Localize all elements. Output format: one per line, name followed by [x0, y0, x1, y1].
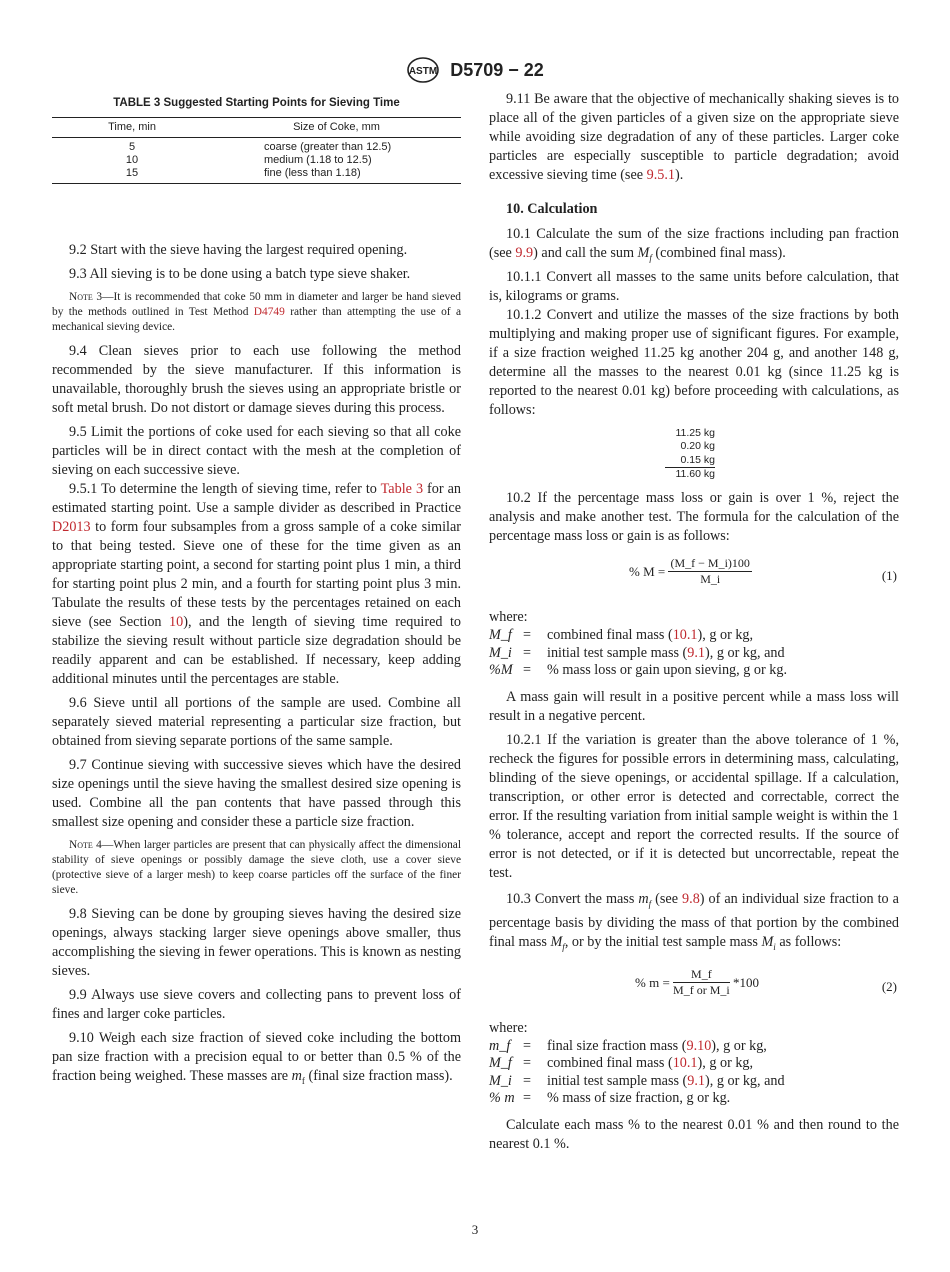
para-text: 10.3 Convert the mass	[506, 890, 639, 907]
def-text-a: initial test sample mass (	[547, 1072, 688, 1089]
table-cell: coarse (greater than 12.5)	[264, 141, 392, 153]
def-row	[489, 1038, 785, 1056]
def-row	[489, 1090, 785, 1108]
right-column	[489, 90, 899, 1154]
def-row	[489, 627, 787, 645]
link-9-10[interactable]: 9.10	[686, 1037, 712, 1054]
para-text: ), and the length of sieving time required to stabilize the sieving result without particle size degradation should be readily apparent and can be established. If necessary, keep adding additional minutes until the percentages are stable.	[52, 614, 462, 687]
def-text-a: % mass loss or gain upon sieving, g or kg.	[547, 662, 787, 679]
eq-fraction	[668, 556, 751, 587]
def-row	[489, 645, 787, 663]
def-text	[547, 1090, 785, 1108]
def-text	[547, 1073, 785, 1091]
eq-lhs: % M =	[629, 564, 666, 580]
link-10-1[interactable]: 10.1	[672, 1055, 698, 1072]
def-eq: =	[523, 1037, 532, 1054]
link-10-1[interactable]: 10.1	[672, 627, 698, 644]
def-eq: =	[523, 1090, 532, 1107]
page-header	[0, 56, 950, 84]
def-symbol: %M	[489, 662, 513, 679]
para-gain: A mass gain will result in a positive percent while a mass loss will result in a negative percent.	[489, 688, 899, 724]
section-heading-10: 10. Calculation	[506, 201, 598, 217]
sum-line: 0.15 kg	[680, 453, 715, 466]
note-text: rather than attempting the use of a mechanical sieving device.	[52, 306, 461, 333]
def-eq: =	[523, 627, 532, 644]
symbol-sub: f	[301, 1075, 305, 1086]
para-10-1	[489, 225, 899, 268]
para-text: to form four subsamples from a gross sample of a coke similar to that being tested. Sieve one of these for the time given as an appropriate starting point, a second for starting point plus 1 min, a third for starting point plus 2 min, and a fourth for starting point plus 3 min. Tabulate the results of these tests by the percentages retained on each sieve (see Section	[52, 519, 461, 630]
table-row	[52, 154, 461, 167]
def-text-b: ), g or kg,	[697, 627, 754, 644]
designation: D5709 − 22	[450, 59, 544, 80]
sum-total: 11.60 kg	[665, 467, 715, 481]
para-9-11	[489, 90, 899, 185]
def-text-a: % mass of size fraction, g or kg.	[547, 1090, 731, 1107]
para-10-2: 10.2 If the percentage mass loss or gain is over 1 %, reject the analysis and make another test. The formula for the calculation of the percentage mass loss or gain is as follows:	[489, 490, 899, 545]
eq-numerator: (M_f − M_i)100	[670, 556, 750, 571]
note-label: Note 4	[69, 839, 102, 851]
table-cell: 10	[125, 154, 139, 166]
para-text: 9.5.1 To determine the length of sieving time, refer to	[69, 481, 381, 497]
equation-2	[489, 963, 899, 1009]
para-9-4: 9.4 Clean sieves prior to each use following the method recommended by the sieve manufacturer. If this information is unavailable, thoroughly brush the sieves using an appropriate bristle or soft metal brush. Do not distort or damage sieves during this process.	[52, 343, 461, 416]
page-number: 3	[471, 1222, 479, 1237]
para-text: ) of an individual size fraction to a percentage basis by dividing the mass of that portion by the combined final mass	[489, 890, 899, 950]
para-9-3: 9.3 All sieving is to be done using a batch type sieve shaker.	[69, 266, 411, 282]
def-eq: =	[523, 662, 532, 679]
para-round: Calculate each mass % to the nearest 0.01 % and then round to the nearest 0.1 %.	[489, 1116, 899, 1152]
def-symbol: M_i	[489, 644, 512, 661]
def-symbol: m_f	[489, 1037, 511, 1054]
para-10-2-1: 10.2.1 If the variation is greater than the above tolerance of 1 %, recheck the figures for possible errors in determining mass, calculating, blinding of the sieve openings, or accidental spillage. If a calculation, transcription, or other error is detected and correctable, correct the error. If the resulting variation from initial sample weight is within the 1 % tolerance, accept and report the corrected results. If the source of error is not detected, or if it is detected but uncorrectable, repeat the test.	[489, 731, 899, 881]
def-symbol: M_i	[489, 1072, 512, 1089]
para-text: 10.1 Calculate the sum of the size fractions including pan fraction (see	[489, 226, 899, 261]
sum-block	[665, 427, 715, 482]
where-2: where:	[489, 1019, 528, 1036]
para-text: (final size fraction mass).	[304, 1068, 453, 1084]
def-eq: =	[523, 1072, 532, 1089]
def-text-a: combined final mass (	[547, 627, 673, 644]
table3-col-size: Size of Coke, mm	[212, 118, 461, 138]
table-cell: medium (1.18 to 12.5)	[264, 154, 372, 166]
table-row	[52, 138, 461, 155]
link-9-8[interactable]: 9.8	[682, 890, 700, 907]
svg-text:ASTM: ASTM	[409, 66, 438, 77]
def-text-a: initial test sample mass (	[547, 644, 688, 661]
para-10-3	[489, 890, 899, 957]
equation-1	[489, 552, 899, 598]
table-cell: 5	[128, 141, 136, 153]
table3-title: TABLE 3 Suggested Starting Points for Sieving Time	[113, 97, 400, 109]
note-text: —It is recommended that coke 50 mm in diameter and larger be hand sieved by the methods outlined in Test Method	[52, 291, 461, 318]
para-9-5-1	[52, 480, 461, 689]
left-column	[52, 90, 461, 1091]
link-9-9[interactable]: 9.9	[515, 245, 534, 261]
eq-denominator: M_f or M_i	[673, 982, 730, 997]
def-row	[489, 662, 787, 680]
note-4	[52, 838, 461, 898]
link-d2013[interactable]: D2013	[52, 519, 91, 535]
para-9-8: 9.8 Sieving can be done by grouping sieves having the desired size openings, always stacking larger sieve openings above smaller, thus accomplishing the sieving in fewer operations. This is known as nesting sieves.	[52, 906, 461, 979]
symbol-mi: $M_i$	[761, 933, 776, 952]
table-cell: 15	[52, 167, 212, 184]
para-text: 9.10 Weigh each size fraction of sieved coke including the bottom pan size fraction with a precision equal to or better than 0.5 % of the fraction being weighed. These masses are	[52, 1030, 461, 1084]
where-1: where:	[489, 609, 528, 626]
def-symbol: M_f	[489, 1055, 512, 1072]
table3-col-time: Time, min	[52, 118, 212, 138]
def-text	[547, 645, 787, 663]
para-text: ) and call the sum	[533, 245, 638, 261]
defs-table-1	[489, 627, 787, 680]
table-row	[52, 167, 461, 184]
para-text: as follows:	[775, 933, 842, 950]
def-symbol: M_f	[489, 627, 512, 644]
def-text-a: combined final mass (	[547, 1055, 673, 1072]
def-text-b: ), g or kg, and	[705, 1072, 785, 1089]
para-text: for an estimated starting point. Use a sample divider as described in Practice	[52, 481, 462, 516]
def-text	[547, 662, 787, 680]
link-d4749[interactable]: D4749	[253, 306, 285, 318]
para-9-6: 9.6 Sieve until all portions of the sample are used. Combine all separately sieved material representing a particular size fraction, but obtained from sieving separate portions of the same sample.	[52, 695, 461, 749]
symbol-mf: $M_f$	[637, 245, 652, 263]
para-9-7: 9.7 Continue sieving with successive sieves which have the desired size openings until the sieve having the smallest desired size opening is used. Combine all the pan contents that have passed through this smallest size opening and consider these a particle size fraction.	[52, 757, 461, 830]
eq-number: (1)	[881, 568, 897, 584]
def-text	[547, 627, 787, 645]
link-9-1[interactable]: 9.1	[687, 644, 706, 661]
para-9-2: 9.2 Start with the sieve having the largest required opening.	[69, 242, 408, 258]
def-text-b: ), g or kg, and	[705, 644, 785, 661]
def-symbol: % m	[489, 1090, 515, 1107]
def-eq: =	[523, 1055, 532, 1072]
note-text: —When larger particles are present that can physically affect the dimensional stability of sieve openings or possibly damage the sieve cloth, use a cover sieve (protective sieve of a larger mesh) to keep coarse particles off the surface of the finer sieve.	[52, 839, 461, 896]
table-cell: fine (less than 1.18)	[212, 167, 461, 184]
eq-number: (2)	[881, 978, 897, 994]
astm-logo	[406, 56, 440, 84]
para-9-10	[52, 1029, 461, 1091]
symbol-mf: $M_f$	[550, 933, 565, 952]
def-text	[547, 1055, 785, 1073]
eq-denominator: M_i	[700, 572, 721, 587]
def-text-b: ), g or kg,	[697, 1055, 754, 1072]
def-row	[489, 1055, 785, 1073]
note-3	[52, 290, 461, 335]
para-9-9: 9.9 Always use sieve covers and collecting pans to prevent loss of fines and larger coke particles.	[52, 987, 461, 1022]
para-text: (see	[651, 890, 683, 907]
def-eq: =	[523, 644, 532, 661]
def-text	[547, 1038, 785, 1056]
symbol-mf-lower: $m_f$	[638, 890, 652, 909]
def-text-a: final size fraction mass (	[547, 1037, 687, 1054]
table3	[52, 117, 461, 184]
para-text: ).	[674, 167, 684, 183]
link-9-1[interactable]: 9.1	[687, 1072, 706, 1089]
para-9-5: 9.5 Limit the portions of coke used for each sieving so that all coke particles will be in direct contact with the mesh at the completion of sieving on each successive sieve.	[52, 424, 461, 478]
link-section-10[interactable]: 10	[169, 614, 184, 630]
para-10-1-1: 10.1.1 Convert all masses to the same units before calculation, that is, kilograms or grams.	[489, 268, 899, 304]
para-text: (combined final mass).	[651, 245, 786, 261]
def-row	[489, 1073, 785, 1091]
link-9-5-1[interactable]: 9.5.1	[646, 167, 675, 183]
note-label: Note 3	[69, 291, 103, 303]
para-text: , or by the initial test sample mass	[564, 933, 762, 950]
eq-tail: *100	[732, 974, 759, 990]
para-text: 9.11 Be aware that the objective of mechanically shaking sieves is to place all of the given particles of a given size on the appropriate sieve while avoiding size degradation of any of these particles. Larger coke particles are especially susceptible to particle degradation; avoid excessive sieving time (see	[489, 91, 899, 183]
sum-line: 0.20 kg	[680, 440, 715, 453]
link-table-3[interactable]: Table 3	[380, 481, 424, 497]
eq-fraction	[673, 967, 730, 998]
eq-numerator: M_f	[673, 967, 730, 983]
symbol: m	[291, 1068, 302, 1084]
def-text-b: ), g or kg,	[711, 1037, 767, 1054]
sum-line: 11.25 kg	[675, 426, 715, 439]
defs-table-2	[489, 1038, 785, 1108]
para-10-1-2: 10.1.2 Convert and utilize the masses of the size fractions by both multiplying and making proper use of significant figures. For example, if a size fraction weighed 11.25 kg another 204 g, and another 148 g, determine all the masses to the nearest 0.01 kg (since 11.25 kg is reported to the nearest 0.01 kg) before proceeding with calculations, as follows:	[489, 306, 899, 418]
eq-lhs: % m =	[635, 974, 670, 990]
